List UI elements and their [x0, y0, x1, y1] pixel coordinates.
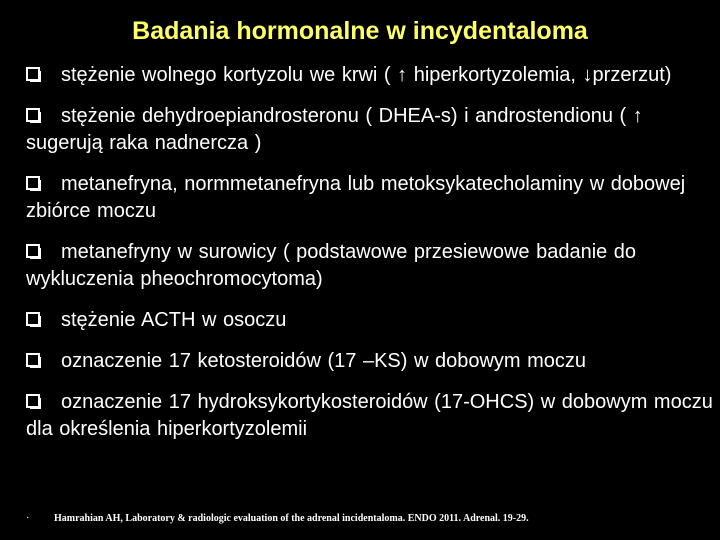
footnote	[26, 512, 529, 526]
bullet-text: oznaczenie 17 ketosteroidów (17 –KS) w dobowym moczu	[61, 350, 587, 372]
checkbox-bullet-icon	[26, 394, 41, 409]
bullet-text: metanefryny w surowicy ( podstawowe przesiewowe badanie do wykluczenia pheochromocytoma)	[26, 241, 637, 290]
footnote-marker: ·	[26, 513, 30, 524]
bullet-item	[26, 389, 716, 443]
bullet-text: stężenie wolnego kortyzolu we krwi ( ↑ hiperkortyzolemia, ↓przerzut)	[61, 64, 672, 86]
bullet-text: stężenie dehydroepiandrosteronu ( DHEA-s) i androstendionu ( ↑ sugerują raka nadnercza )	[26, 105, 643, 154]
bullet-item	[26, 103, 716, 157]
checkbox-bullet-icon	[26, 108, 41, 123]
bullet-text: metanefryna, normmetanefryna lub metoksykatecholaminy w dobowej zbiórce moczu	[26, 173, 686, 222]
bullet-text: oznaczenie 17 hydroksykortykosteroidów (17-OHCS) w dobowym moczu dla określenia hiperkortyzolemii	[26, 391, 713, 440]
checkbox-bullet-icon	[26, 312, 41, 327]
bullet-item	[26, 239, 716, 293]
checkbox-bullet-icon	[26, 67, 41, 82]
bullet-item	[26, 348, 716, 375]
bullet-item	[26, 171, 716, 225]
bullet-item	[26, 307, 716, 334]
footnote-citation: Hamrahian AH, Laboratory & radiologic evaluation of the adrenal incidentaloma. ENDO 2011. Adrenal. 19-29.	[54, 513, 529, 524]
checkbox-bullet-icon	[26, 176, 41, 191]
bullet-list	[26, 62, 716, 457]
bullet-item	[26, 62, 716, 89]
bullet-text: stężenie ACTH w osoczu	[61, 309, 287, 331]
checkbox-bullet-icon	[26, 244, 41, 259]
slide-title: Badania hormonalne w incydentaloma	[132, 17, 588, 45]
checkbox-bullet-icon	[26, 353, 41, 368]
